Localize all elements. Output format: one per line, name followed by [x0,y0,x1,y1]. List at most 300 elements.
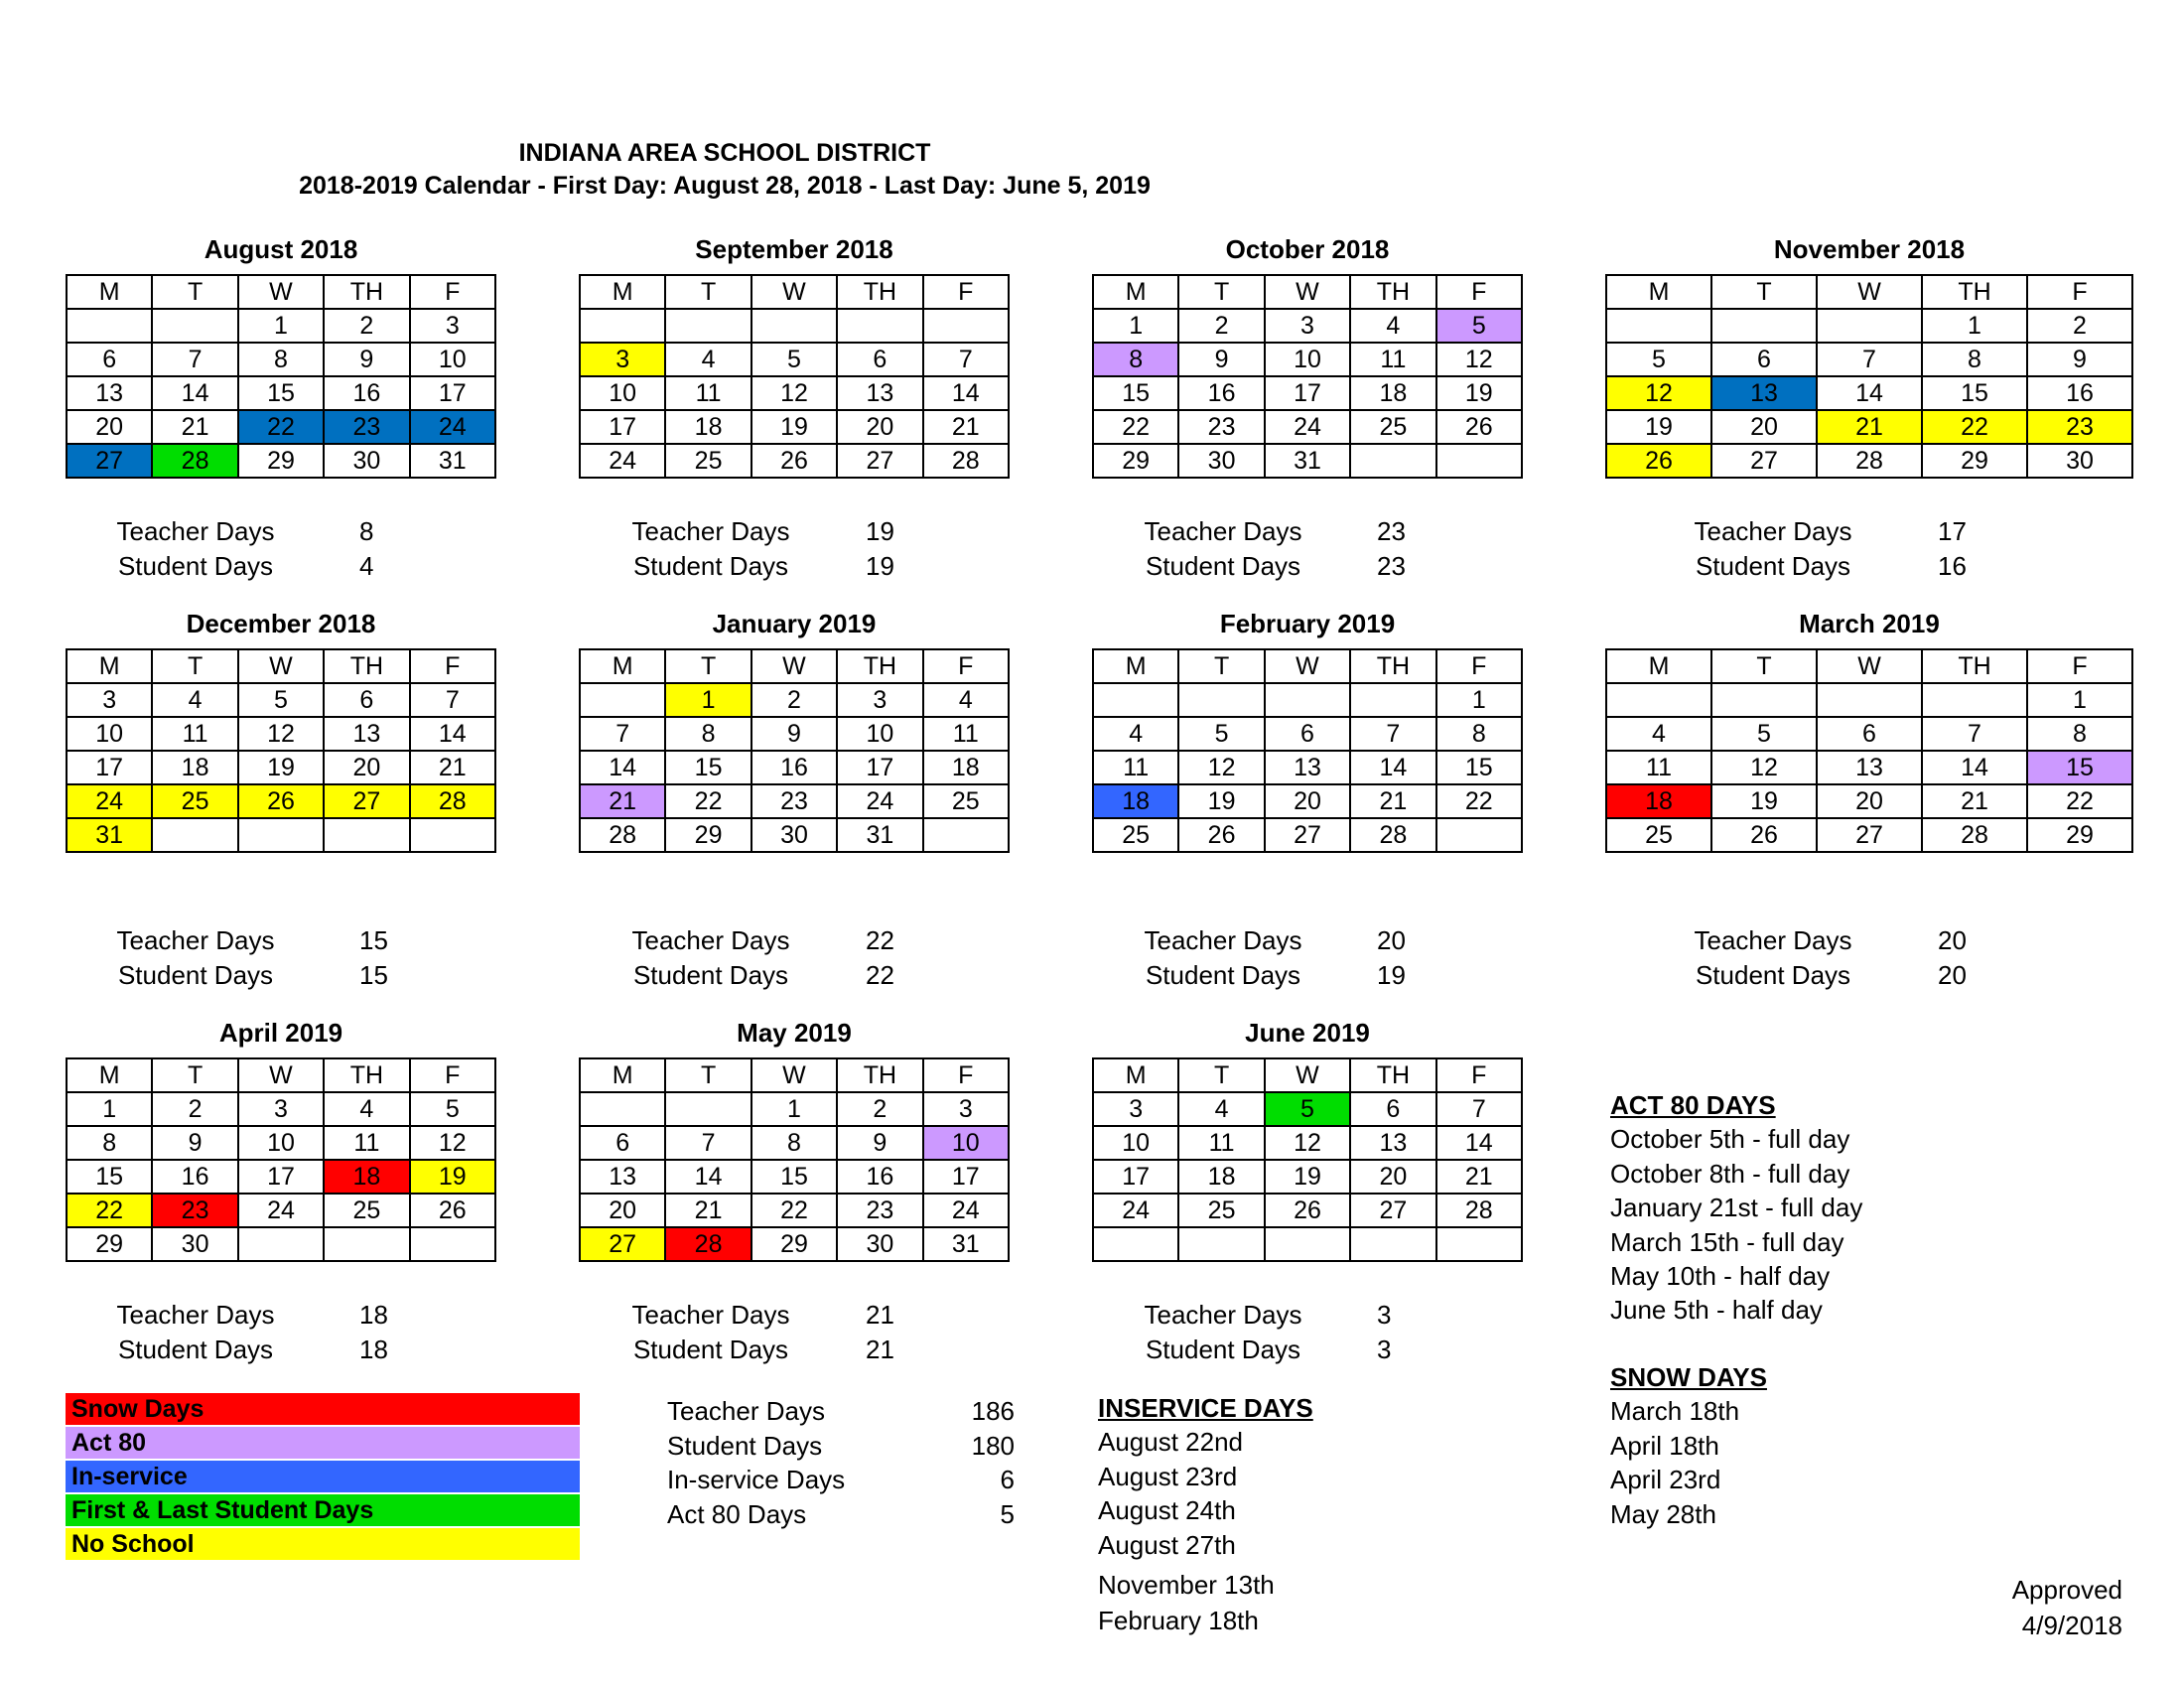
day-cell: 1 [1093,309,1178,343]
week-row [1606,376,2132,410]
total-value: 186 [971,1396,1015,1426]
day-cell: 31 [1265,444,1350,478]
month-name: May 2019 [737,1018,852,1048]
month-table [1605,648,2133,853]
inservice-days-list [1098,1391,1313,1638]
weekday-header: F [2027,275,2132,309]
weekday-header: F [923,275,1009,309]
weekday-header: M [1606,649,1711,683]
day-cell: 19 [1178,784,1264,818]
student-days-label: Student Days [632,1335,789,1364]
weekday-header: F [923,1058,1009,1092]
day-cell: 15 [751,1160,837,1194]
day-cell: 28 [1922,818,2027,852]
day-cell: 22 [1093,410,1178,444]
day-cell: 27 [580,1227,665,1261]
day-cell: 5 [1606,343,1711,376]
day-cell: 3 [923,1092,1009,1126]
day-cell [1350,444,1435,478]
day-cell: 28 [152,444,237,478]
weekday-header: M [1093,649,1178,683]
day-cell: 8 [1922,343,2027,376]
day-cell: 27 [837,444,922,478]
day-cell: 15 [67,1160,152,1194]
day-cell: 25 [923,784,1009,818]
month-calendar [579,609,1010,853]
year-totals [667,1394,1015,1531]
day-cell [1093,683,1178,717]
snow-days-heading: SNOW DAYS [1610,1362,1767,1392]
list-item: April 23rd [1610,1465,1721,1495]
student-days-label: Student Days [1695,960,1851,990]
day-cell: 27 [1711,444,1817,478]
weekday-header: F [1436,275,1522,309]
day-cell: 18 [1606,784,1711,818]
day-cell: 10 [410,343,495,376]
month-table [579,1057,1010,1262]
approved-date: 4/9/2018 [2021,1611,2122,1640]
day-cell: 11 [1606,751,1711,784]
day-cell: 14 [580,751,665,784]
weekday-header: TH [324,1058,409,1092]
month-calendar [66,609,496,853]
teacher-days-label: Teacher Days [116,516,275,546]
month-name: March 2019 [1799,609,1940,638]
total-label: Teacher Days [667,1396,825,1426]
week-row [1093,1126,1522,1160]
week-row [1093,1227,1522,1261]
day-cell: 14 [410,717,495,751]
day-cell: 1 [1922,309,2027,343]
month-name: November 2018 [1773,234,1966,264]
day-cell: 8 [2027,717,2132,751]
month-calendar [579,234,1010,479]
day-cell: 4 [1178,1092,1264,1126]
month-calendar [1605,609,2133,853]
day-cell: 2 [324,309,409,343]
student-days-label: Student Days [117,960,274,990]
day-cell [923,818,1009,852]
total-row [667,1394,1015,1429]
teacher-days-label: Teacher Days [116,1300,275,1330]
weekday-header: W [1817,649,1922,683]
teacher-days-label: Teacher Days [1144,925,1302,955]
day-cell: 20 [580,1194,665,1227]
week-row [67,1092,495,1126]
day-cell: 14 [665,1160,751,1194]
day-cell [837,309,922,343]
day-cell: 27 [1350,1194,1435,1227]
week-row [1093,751,1522,784]
week-row [1606,717,2132,751]
student-days-label: Student Days [1145,1335,1301,1364]
weekday-header: TH [1922,649,2027,683]
day-cell [238,818,324,852]
day-cell: 24 [1093,1194,1178,1227]
week-row [67,1126,495,1160]
day-cell [1711,683,1817,717]
day-cell: 30 [152,1227,237,1261]
day-cell: 6 [1817,717,1922,751]
weekday-header: W [1265,275,1350,309]
day-cell: 10 [238,1126,324,1160]
day-cell: 28 [665,1227,751,1261]
weekday-header: M [580,1058,665,1092]
day-cell: 29 [665,818,751,852]
day-cell: 12 [238,717,324,751]
week-row [67,1227,495,1261]
day-cell: 23 [324,410,409,444]
week-row [1093,309,1522,343]
day-cell: 8 [67,1126,152,1160]
month-name: January 2019 [712,609,877,638]
day-cell: 12 [1265,1126,1350,1160]
week-row [67,343,495,376]
day-cell: 22 [1922,410,2027,444]
day-cell: 11 [665,376,751,410]
list-item: April 18th [1610,1430,1719,1461]
day-cell [238,1227,324,1261]
day-cell: 20 [1711,410,1817,444]
day-cell: 30 [2027,444,2132,478]
list-item: May 28th [1610,1498,1716,1529]
list-item: March 15th - full day [1610,1226,1844,1257]
day-cell: 11 [152,717,237,751]
teacher-days-count: 18 [359,1300,388,1330]
month-name: August 2018 [204,234,358,264]
day-cell: 1 [665,683,751,717]
day-cell [1178,683,1264,717]
day-cell: 1 [1436,683,1522,717]
weekday-header: M [1093,1058,1178,1092]
student-days-label: Student Days [632,960,789,990]
week-row [580,1160,1009,1194]
week-row [67,751,495,784]
day-cell: 16 [324,376,409,410]
day-cell [1711,309,1817,343]
day-cell: 26 [410,1194,495,1227]
day-cell: 20 [1817,784,1922,818]
day-cell: 25 [1350,410,1435,444]
day-cell: 25 [665,444,751,478]
day-cell [1350,683,1435,717]
act80-days-list [1610,1088,1862,1328]
weekday-header: W [751,649,837,683]
day-cell: 6 [67,343,152,376]
day-cell: 9 [1178,343,1264,376]
approved-label: Approved [2011,1575,2122,1605]
day-cell: 15 [2027,751,2132,784]
day-cell: 1 [238,309,324,343]
total-row [667,1429,1015,1464]
day-cell: 11 [1093,751,1178,784]
day-cell: 9 [2027,343,2132,376]
weekday-header: TH [1922,275,2027,309]
day-cell [665,309,751,343]
day-cell: 24 [580,444,665,478]
legend-item: Act 80 [66,1427,580,1459]
day-cell [1436,818,1522,852]
week-row [580,1126,1009,1160]
day-cell: 3 [1265,309,1350,343]
day-cell: 21 [580,784,665,818]
day-cell: 17 [410,376,495,410]
day-cell: 17 [580,410,665,444]
month-table [66,274,496,479]
day-cell: 23 [2027,410,2132,444]
legend-item: In-service [66,1461,580,1492]
day-cell: 10 [67,717,152,751]
day-cell: 6 [1350,1092,1435,1126]
day-cell: 7 [1350,717,1435,751]
day-cell: 28 [410,784,495,818]
teacher-days-count: 15 [359,925,388,955]
day-cell: 3 [410,309,495,343]
teacher-days-count: 20 [1377,925,1406,955]
day-cell: 15 [1922,376,2027,410]
month-table [1092,274,1523,479]
day-cell: 21 [1350,784,1435,818]
week-row [1093,717,1522,751]
day-cell: 16 [837,1160,922,1194]
teacher-days-count: 21 [866,1300,894,1330]
day-cell [1178,1227,1264,1261]
day-cell: 24 [1265,410,1350,444]
day-cell: 28 [1436,1194,1522,1227]
weekday-header: F [410,649,495,683]
week-row [67,784,495,818]
week-row [580,784,1009,818]
day-cell: 4 [1606,717,1711,751]
list-item: August 23rd [1098,1461,1238,1491]
teacher-days-label: Teacher Days [1144,1300,1302,1330]
day-cell [1350,1227,1435,1261]
day-cell: 19 [238,751,324,784]
student-days-count: 18 [359,1335,388,1364]
weekday-header: M [580,649,665,683]
day-cell: 7 [1436,1092,1522,1126]
day-cell: 26 [751,444,837,478]
teacher-days-count: 22 [866,925,894,955]
weekday-header: TH [837,649,922,683]
day-cell: 6 [580,1126,665,1160]
list-item: November 13th [1098,1570,1275,1601]
month-calendar [66,1018,496,1262]
day-cell [1606,683,1711,717]
day-cell: 24 [238,1194,324,1227]
day-cell: 12 [1178,751,1264,784]
student-days-count: 15 [359,960,388,990]
day-cell: 20 [837,410,922,444]
student-days-count: 3 [1377,1335,1392,1364]
day-cell [580,683,665,717]
day-cell: 31 [923,1227,1009,1261]
day-cell: 26 [1436,410,1522,444]
day-cell: 8 [238,343,324,376]
week-row [580,444,1009,478]
day-cell: 26 [1606,444,1711,478]
weekday-header: T [665,649,751,683]
week-row [1093,444,1522,478]
day-cell: 7 [1922,717,2027,751]
day-cell: 8 [665,717,751,751]
weekday-header: TH [1350,1058,1435,1092]
day-cell: 5 [238,683,324,717]
day-cell [1093,1227,1178,1261]
day-cell [152,309,237,343]
week-row [67,717,495,751]
day-cell: 21 [665,1194,751,1227]
month-table [66,648,496,853]
day-cell: 22 [665,784,751,818]
legend-item: Snow Days [66,1393,580,1425]
week-row [67,309,495,343]
day-cell: 10 [580,376,665,410]
day-cell [1436,1227,1522,1261]
list-item: October 5th - full day [1610,1124,1850,1155]
day-cell: 19 [1606,410,1711,444]
day-cell [580,309,665,343]
day-cell [923,309,1009,343]
total-value: 180 [971,1430,1015,1461]
week-row [580,343,1009,376]
day-cell: 22 [2027,784,2132,818]
week-row [1606,818,2132,852]
day-cell: 7 [665,1126,751,1160]
day-cell [1265,683,1350,717]
day-cell: 14 [1922,751,2027,784]
student-days-count: 19 [866,551,894,581]
weekday-header: T [1711,275,1817,309]
week-row [1606,784,2132,818]
day-cell: 25 [152,784,237,818]
day-cell: 13 [1350,1126,1435,1160]
week-row [1606,683,2132,717]
student-days-label: Student Days [117,551,274,581]
day-cell: 24 [923,1194,1009,1227]
weekday-header: W [238,1058,324,1092]
student-days-label: Student Days [1145,551,1301,581]
day-cell: 4 [152,683,237,717]
weekday-header: TH [1350,275,1435,309]
day-cell: 20 [1350,1160,1435,1194]
day-cell: 16 [1178,376,1264,410]
day-cell: 2 [1178,309,1264,343]
day-cell: 18 [152,751,237,784]
day-cell: 27 [1265,818,1350,852]
teacher-days-label: Teacher Days [631,1300,790,1330]
day-cell [324,1227,409,1261]
day-cell: 30 [324,444,409,478]
day-cell: 15 [665,751,751,784]
month-calendar [1092,609,1523,853]
day-cell: 6 [324,683,409,717]
day-cell [1606,309,1711,343]
day-cell: 9 [837,1126,922,1160]
weekday-header: TH [324,649,409,683]
list-item: February 18th [1098,1606,1259,1636]
day-cell: 10 [923,1126,1009,1160]
week-row [580,683,1009,717]
weekday-header: F [410,1058,495,1092]
day-cell: 3 [238,1092,324,1126]
day-cell: 26 [1265,1194,1350,1227]
day-cell [580,1092,665,1126]
weekday-header: T [152,1058,237,1092]
day-cell: 28 [1817,444,1922,478]
day-cell: 24 [410,410,495,444]
month-calendar [579,1018,1010,1262]
total-label: In-service Days [667,1465,846,1494]
day-cell: 10 [1093,1126,1178,1160]
student-days-count: 4 [359,551,374,581]
day-cell: 25 [1093,818,1178,852]
teacher-days-label: Teacher Days [631,925,790,955]
teacher-days-label: Teacher Days [631,516,790,546]
day-cell: 13 [1817,751,1922,784]
student-days-label: Student Days [632,551,789,581]
weekday-header: T [665,275,751,309]
day-cell: 26 [238,784,324,818]
day-cell: 5 [751,343,837,376]
month-table [1605,274,2133,479]
week-row [67,1194,495,1227]
total-value: 6 [1000,1465,1015,1494]
day-cell: 25 [1606,818,1711,852]
day-cell: 28 [923,444,1009,478]
weekday-header: W [238,649,324,683]
day-cell: 23 [837,1194,922,1227]
day-cell [410,818,495,852]
day-cell: 4 [665,343,751,376]
weekday-header: F [1436,649,1522,683]
week-row [1093,818,1522,852]
inservice-days-heading: INSERVICE DAYS [1098,1393,1313,1423]
week-row [1093,410,1522,444]
week-row [1093,683,1522,717]
day-cell: 5 [1265,1092,1350,1126]
day-cell: 13 [67,376,152,410]
week-row [1606,751,2132,784]
teacher-days-count: 23 [1377,516,1406,546]
day-cell: 8 [1436,717,1522,751]
month-table [1092,648,1523,853]
day-cell [751,309,837,343]
week-row [67,818,495,852]
day-cell: 19 [1265,1160,1350,1194]
day-cell [1265,1227,1350,1261]
day-cell: 29 [1093,444,1178,478]
weekday-header: M [1093,275,1178,309]
day-cell: 9 [152,1126,237,1160]
weekday-header: F [410,275,495,309]
day-cell: 17 [67,751,152,784]
legend-item: First & Last Student Days [66,1494,580,1526]
week-row [1093,1092,1522,1126]
day-cell: 9 [324,343,409,376]
weekday-header: T [1178,275,1264,309]
day-cell: 21 [1817,410,1922,444]
list-item: January 21st - full day [1610,1193,1863,1223]
day-cell: 29 [751,1227,837,1261]
day-cell: 17 [1093,1160,1178,1194]
day-cell: 18 [324,1160,409,1194]
day-cell: 12 [1436,343,1522,376]
day-cell: 6 [1265,717,1350,751]
day-cell: 9 [751,717,837,751]
day-cell: 4 [923,683,1009,717]
day-cell: 3 [1093,1092,1178,1126]
